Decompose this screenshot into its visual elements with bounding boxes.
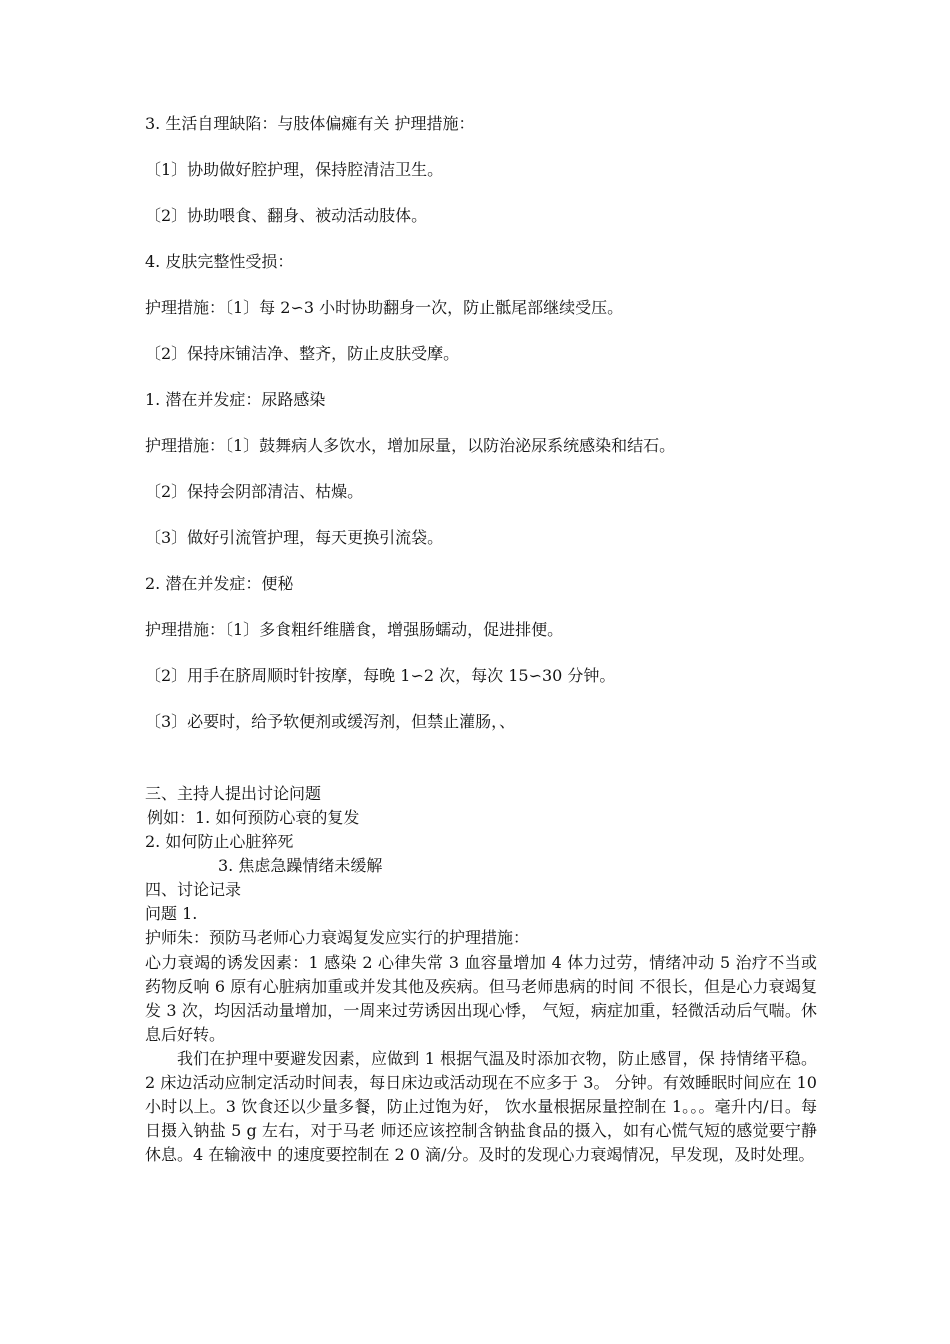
discussion-question-1: 例如：1. 如何预防心衰的复发 [147, 808, 360, 827]
measure-line: 〔2〕用手在脐周顺时针按摩，每晚 1∽2 次，每次 15∽30 分钟。 [145, 666, 616, 685]
paragraph-measures: 我们在护理中要避发因素，应做到 1 根据气温及时添加衣物，防止感冒，保 持情绪平稳。2 床边活动应制定活动时间表，每日床边或活动现在不应多于 3。 分钟。有效睡眠时间应在 10 小时以上。3 饮食还以少量多餐，防止过饱为好， 饮水量根据尿量控制在 1。。。毫升内/日。每日摄入钠盐 5 g 左右，对于马老 师还应该控制含钠盐食品的摄入，如有心慌气短的感觉要宁静休息。4 在输液中 的速度要控制在 2 0 滴/分。及时的发现心力衰竭情况，早发现，及时处理。 [145, 1049, 817, 1164]
complication-heading-constipation: 2. 潜在并发症：便秘 [145, 574, 294, 593]
paragraph-triggers: 心力衰竭的诱发因素：1 感染 2 心律失常 3 血容量增加 4 体力过劳，情绪冲动 5 治疗不当或药物反响 6 原有心脏病加重或并发其他及疾病。但马老师患病的时间 不很长，但是心力衰竭复发 3 次，均因活动量增加，一周来过劳诱因出现心悸， 气短，病症加重，轻微活动后气喘。休息后好转。 [145, 953, 817, 1044]
discussion-question-3: 3. 焦虑急躁情绪未缓解 [218, 856, 383, 875]
measure-line: 〔3〕必要时，给予软便剂或缓泻剂，但禁止灌肠，、 [145, 712, 516, 731]
measure-line: 护理措施：〔1〕每 2∽3 小时协助翻身一次，防止骶尾部继续受压。 [145, 298, 624, 317]
measure-line: 〔2〕保持床铺洁净、整齐，防止皮肤受摩。 [145, 344, 460, 363]
section-3-heading: 三、主持人提出讨论问题 [145, 784, 322, 803]
item-3-self-care-deficit: 3. 生活自理缺陷：与肢体偏瘫有关 护理措施： [145, 114, 475, 133]
measure-line: 〔3〕做好引流管护理，每天更换引流袋。 [145, 528, 444, 547]
question-label: 问题 1. [145, 904, 198, 923]
measure-line: 〔1〕协助做好腔护理，保持腔清洁卫生。 [145, 160, 444, 179]
measure-line: 护理措施：〔1〕多食粗纤维膳食，增强肠蠕动，促进排便。 [145, 620, 564, 639]
complication-heading-uti: 1. 潜在并发症：尿路感染 [145, 390, 326, 409]
discussion-question-2: 2. 如何防止心脏猝死 [145, 832, 294, 851]
section-4-heading: 四、讨论记录 [145, 880, 242, 899]
item-4-skin-integrity: 4. 皮肤完整性受损： [145, 252, 294, 271]
speaker-line: 护师朱：预防马老师心力衰竭复发应实行的护理措施： [145, 928, 530, 947]
measure-line: 〔2〕协助喂食、翻身、被动活动肢体。 [145, 206, 428, 225]
measure-line: 〔2〕保持会阴部清洁、枯燥。 [145, 482, 364, 501]
measure-line: 护理措施：〔1〕鼓舞病人多饮水，增加尿量，以防治泌尿系统感染和结石。 [145, 436, 676, 455]
